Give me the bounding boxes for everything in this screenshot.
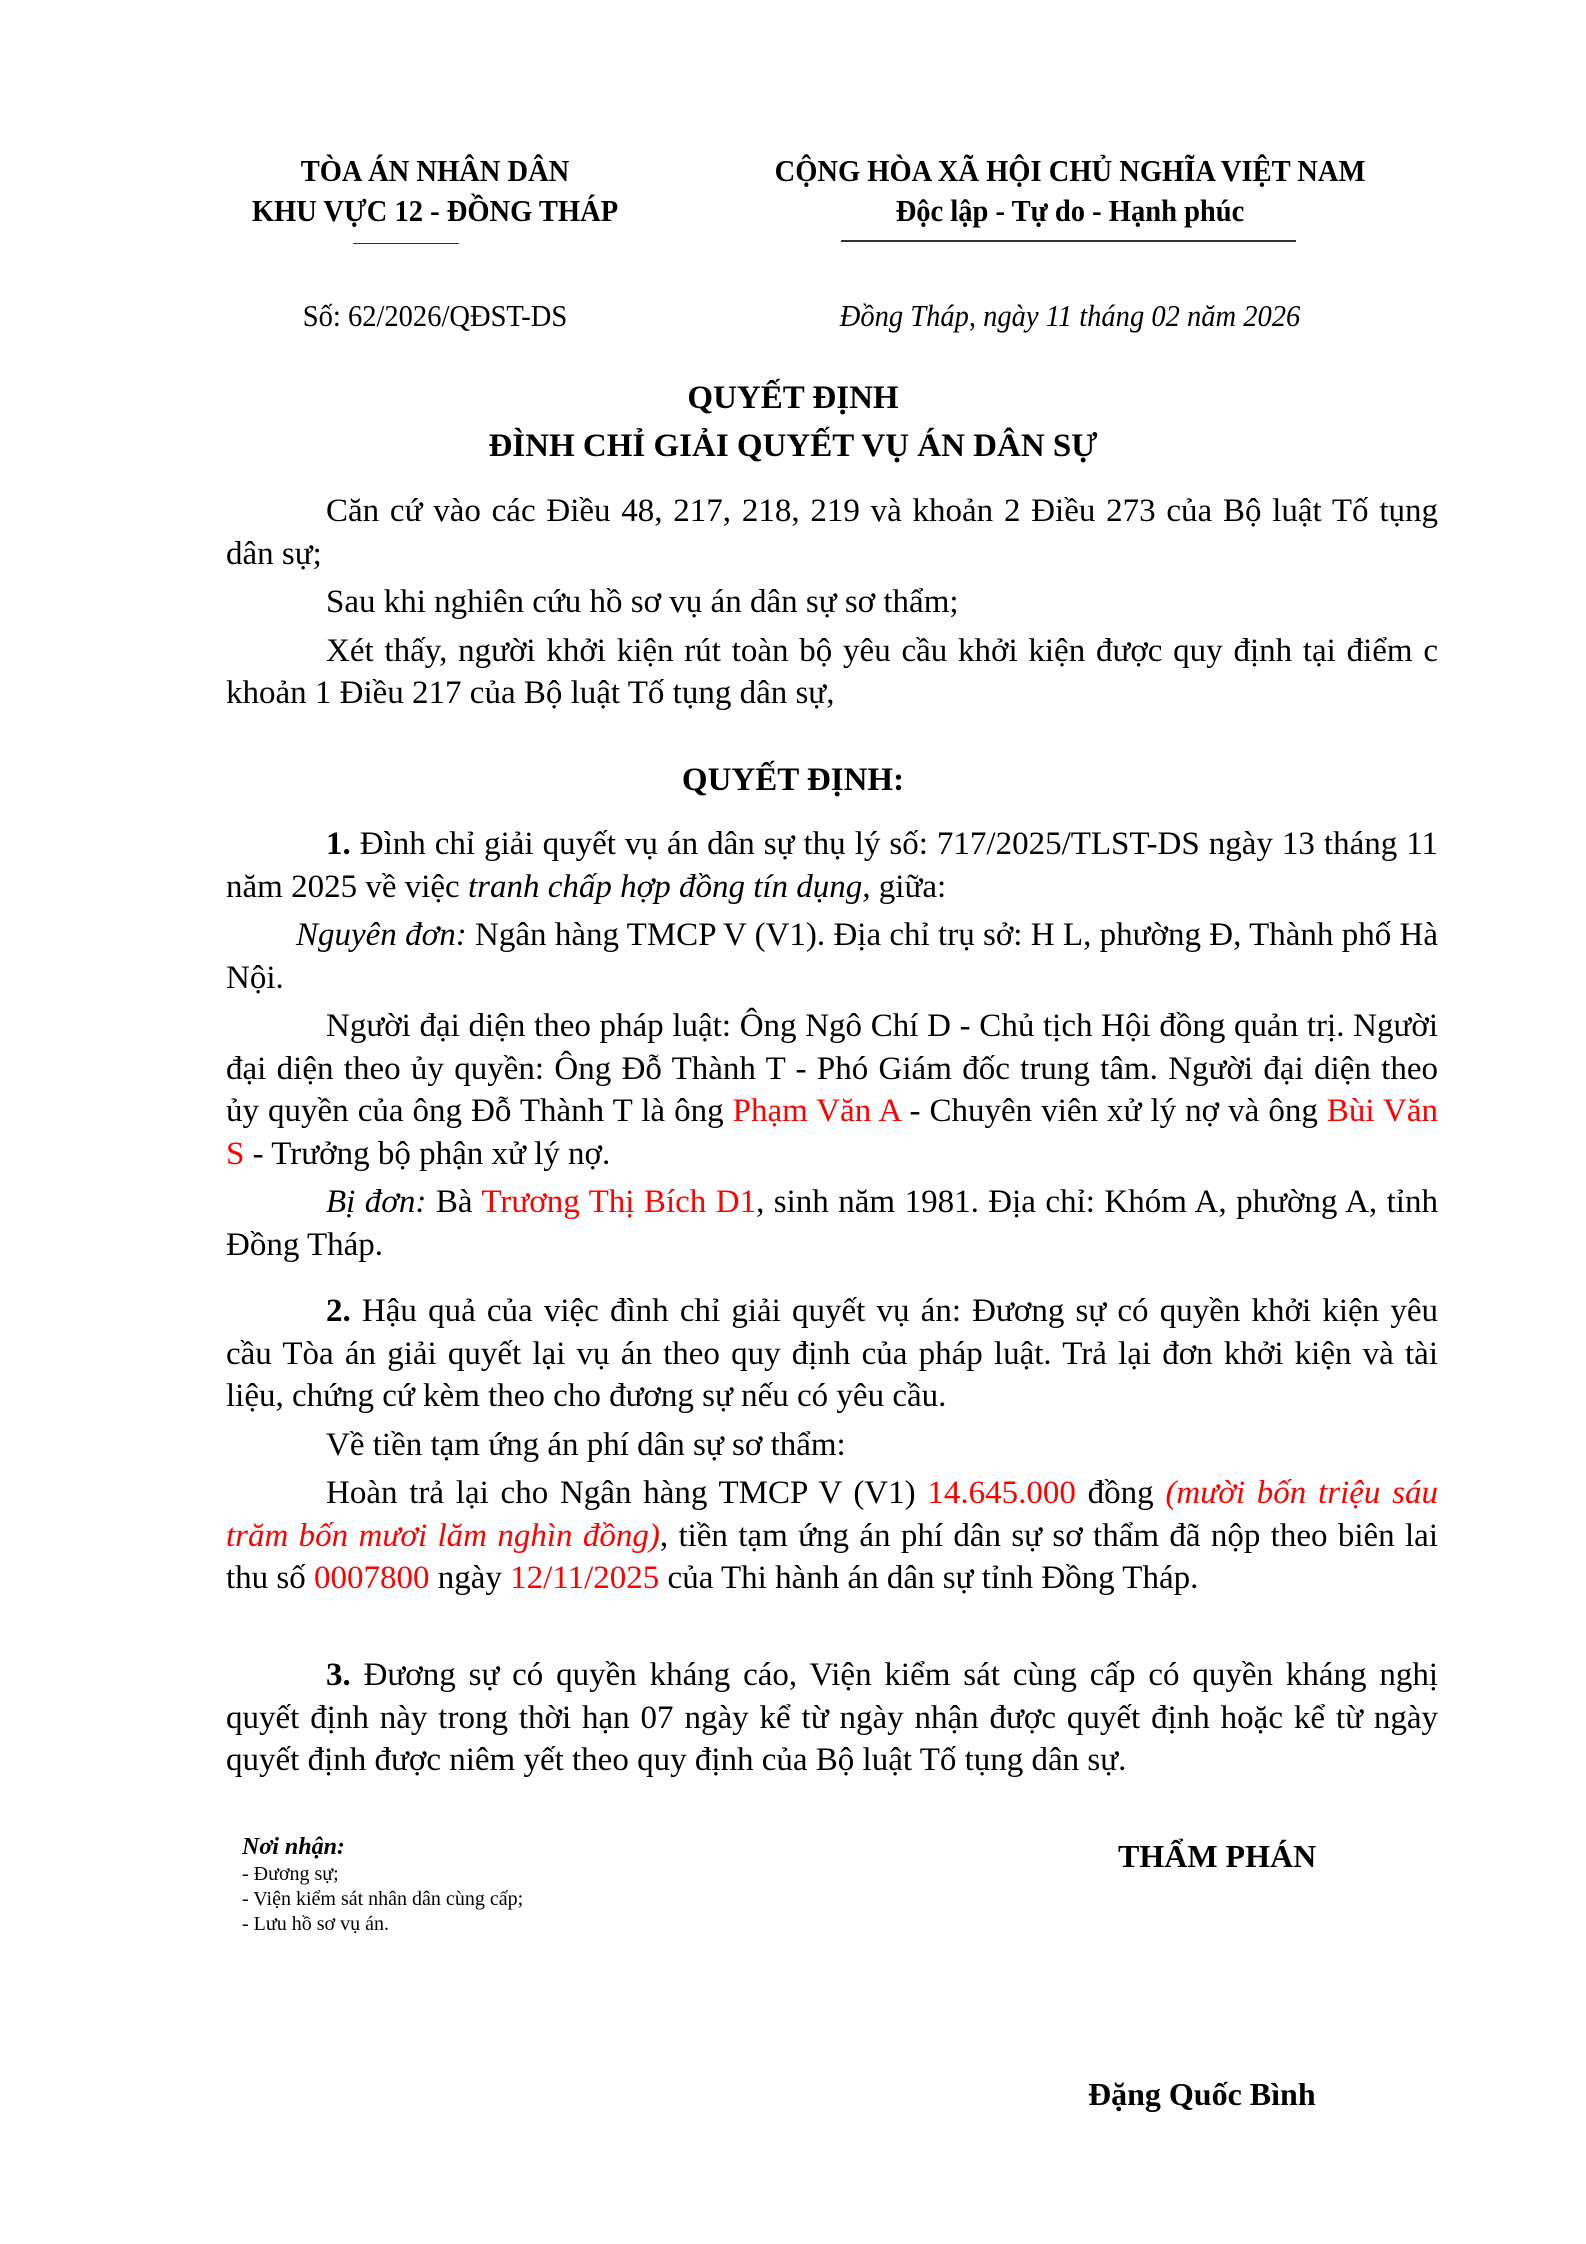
- preamble-review: Sau khi nghiên cứu hồ sơ vụ án dân sự sơ thẩm;: [326, 584, 959, 620]
- refund-amount: 14.645.000: [927, 1475, 1076, 1511]
- court-name-line2: KHU VỰC 12 - ĐỒNG THÁP: [251, 193, 619, 228]
- decision-item-1: [226, 823, 1438, 1266]
- recipient-item: - Đương sự;: [242, 1863, 339, 1885]
- receipt-date: 12/11/2025: [510, 1560, 660, 1596]
- item-1-dispute-type: tranh chấp hợp đồng tín dụng,: [467, 868, 871, 905]
- document-number: Số: 62/2026/QĐST-DS: [302, 298, 568, 333]
- recipient-item: - Viện kiểm sát nhân dân cùng cấp;: [242, 1888, 524, 1910]
- decision-item-2: [226, 1290, 1438, 1600]
- representatives-text-c: - Trưởng bộ phận xử lý nợ.: [244, 1135, 611, 1172]
- refund-text-b: đồng: [1075, 1475, 1166, 1511]
- representatives-text-b: - Chuyên viên xử lý nợ và ông: [900, 1093, 1327, 1129]
- signer-name: Đặng Quốc Bình: [1088, 2076, 1316, 2112]
- document-title: QUYẾT ĐỊNH: [687, 380, 899, 416]
- decision-item-3: [226, 1654, 1438, 1782]
- nation-motto-underline: [841, 240, 1296, 242]
- document-subtitle: ĐÌNH CHỈ GIẢI QUYẾT VỤ ÁN DÂN SỰ: [488, 428, 1098, 464]
- defendant-label: Bị đơn:: [326, 1184, 427, 1220]
- receipt-number: 0007800: [314, 1560, 430, 1596]
- item-3-text: Đương sự có quyền kháng cáo, Viện kiểm sát cùng cấp có quyền kháng nghị quyết định này trong thời hạn 07 ngày kể từ ngày nhận được quyết định hoặc kể từ ngày quyết định được niêm yết theo quy định của Bộ luật Tố tụng dân sự.: [226, 1657, 1438, 1778]
- recipients-label: Nơi nhận:: [242, 1834, 345, 1860]
- recipients-block: [242, 1832, 523, 1937]
- place-and-date: Đồng Tháp, ngày 11 tháng 02 năm 2026: [839, 298, 1301, 333]
- defendant-text-a: Bà: [426, 1184, 482, 1220]
- plaintiff-details: Ngân hàng TMCP V (V1). Địa chỉ trụ sở: H L, phường Đ, Thành phố Hà Nội.: [226, 917, 1438, 996]
- defendant-text-b: , sinh năm 1981. Địa chỉ: Khóm A, phường A, tỉnh Đồng Tháp.: [226, 1184, 1438, 1263]
- recipient-item: - Lưu hồ sơ vụ án.: [242, 1913, 389, 1935]
- decision-heading: QUYẾT ĐỊNH:: [681, 762, 905, 798]
- fee-heading: Về tiền tạm ứng án phí dân sự sơ thẩm:: [326, 1426, 846, 1463]
- refund-amount-words: (mười bốn triệu sáu trăm bốn mươi lăm nghìn đồng): [226, 1475, 1438, 1554]
- representative-name-1: Phạm Văn A: [732, 1093, 901, 1129]
- item-1-text-a: Đình chỉ giải quyết vụ án dân sự thụ lý số: 717/2025/TLST-DS ngày 13 tháng 11 năm 2025 về việc: [226, 826, 1438, 905]
- refund-text-a: Hoàn trả lại cho Ngân hàng TMCP V (V1): [326, 1475, 928, 1511]
- preamble: [226, 490, 1438, 715]
- nation-name: CỘNG HÒA XÃ HỘI CHỦ NGHĨA VIỆT NAM: [774, 153, 1366, 188]
- refund-text-d: ngày: [429, 1560, 511, 1596]
- representative-name-2: Bùi Văn S: [226, 1093, 1439, 1172]
- nation-motto: Độc lập - Tự do - Hạnh phúc: [895, 193, 1245, 228]
- item-1-text-b: giữa:: [870, 868, 947, 905]
- item-2-number: 2.: [326, 1293, 351, 1329]
- court-name-line1: TÒA ÁN NHÂN DÂN: [300, 153, 570, 188]
- court-name-divider: [353, 243, 459, 244]
- item-1-number: 1.: [326, 826, 351, 862]
- preamble-finding: Xét thấy, người khởi kiện rút toàn bộ yêu cầu khởi kiện được quy định tại điểm c khoản 1 Điều 217 của Bộ luật Tố tụng dân sự,: [226, 632, 1438, 711]
- signature-title: THẨM PHÁN: [1118, 1838, 1317, 1874]
- preamble-legal-basis: Căn cứ vào các Điều 48, 217, 218, 219 và khoản 2 Điều 273 của Bộ luật Tố tụng dân sự;: [226, 493, 1438, 572]
- item-2-text: Hậu quả của việc đình chỉ giải quyết vụ án: Đương sự có quyền khởi kiện yêu cầu Tòa án giải quyết lại vụ án theo quy định của pháp luật. Trả lại đơn khởi kiện và tài liệu, chứng cứ kèm theo cho đương sự nếu có yêu cầu.: [226, 1293, 1438, 1414]
- defendant-name: Trương Thị Bích D1: [481, 1184, 757, 1220]
- item-3-number: 3.: [326, 1657, 351, 1693]
- representatives-text-a: Người đại diện theo pháp luật: Ông Ngô Chí D - Chủ tịch Hội đồng quản trị. Người đại diện theo ủy quyền: Ông Đỗ Thành T - Phó Giám đốc trung tâm. Người đại diện theo ủy quyền của ông Đỗ Thành T là ông: [226, 1008, 1438, 1129]
- refund-text-e: của Thi hành án dân sự tỉnh Đồng Tháp.: [659, 1560, 1199, 1596]
- refund-text-c: , tiền tạm ứng án phí dân sự sơ thẩm đã nộp theo biên lai thu số: [226, 1517, 1438, 1596]
- plaintiff-label: Nguyên đơn:: [296, 917, 467, 953]
